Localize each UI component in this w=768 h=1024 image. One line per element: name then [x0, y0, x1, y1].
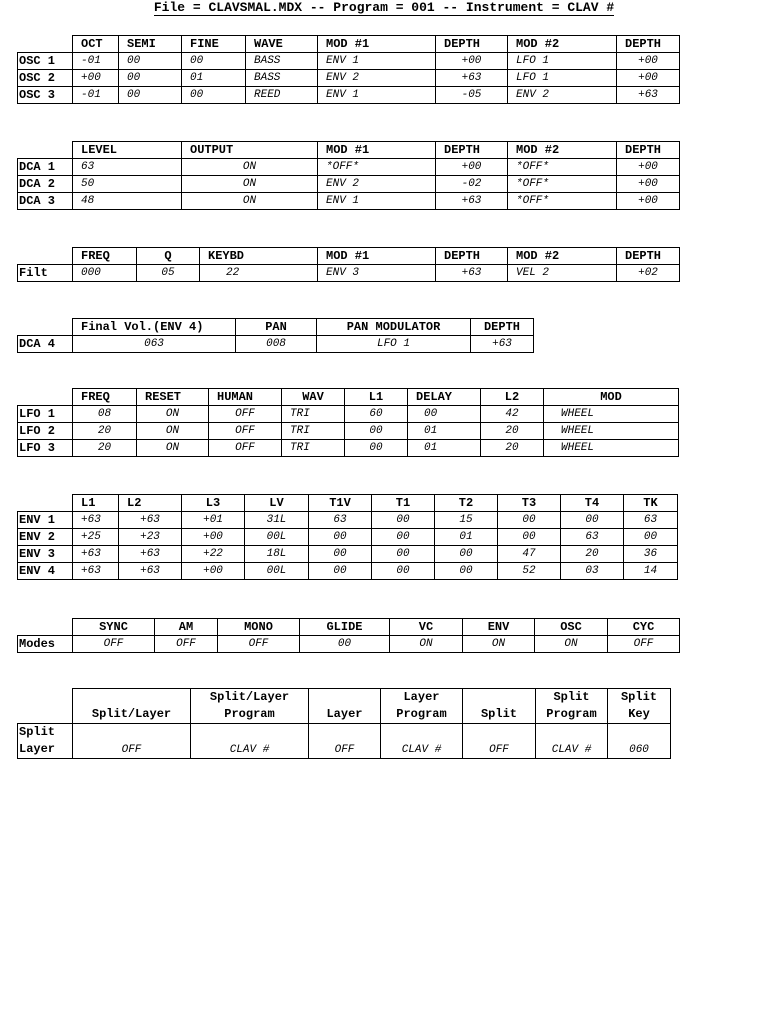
col-header: PAN	[236, 319, 317, 336]
mode-vc: ON	[390, 636, 463, 653]
osc2-semi: 00	[119, 70, 182, 87]
page-title: File = CLAVSMAL.MDX -- Program = 001 -- Instrument = CLAV #	[153, 0, 615, 15]
mode-osc: ON	[535, 636, 608, 653]
col-header: FREQ	[73, 248, 137, 265]
col-header: DEPTH	[436, 248, 508, 265]
env-value: +63	[119, 512, 182, 529]
dca3-mod2: *OFF*	[508, 193, 617, 210]
osc1-fine: 00	[182, 53, 246, 70]
lfo3-delay: 01	[408, 440, 481, 457]
col-header: ENV	[463, 619, 535, 636]
lfo-table	[17, 388, 679, 457]
col-header: SEMI	[119, 36, 182, 53]
lfo2-wav: TRI	[282, 423, 345, 440]
dca2-depth1: -02	[436, 176, 508, 193]
dca1-depth1: +00	[436, 159, 508, 176]
osc1-semi: 00	[119, 53, 182, 70]
col-header: WAV	[282, 389, 345, 406]
lfo3-reset: ON	[137, 440, 209, 457]
row-label: OSC 1	[18, 53, 73, 70]
table-row	[18, 636, 680, 653]
col-header: VC	[390, 619, 463, 636]
dca1-mod1: *OFF*	[318, 159, 436, 176]
col-header: MOD #2	[508, 142, 617, 159]
table-row	[18, 176, 680, 193]
env-value: +01	[182, 512, 245, 529]
env-value: 00	[372, 529, 435, 546]
row-label: ENV 4	[18, 563, 73, 580]
osc3-depth1: -05	[436, 87, 508, 104]
row-label: DCA 2	[18, 176, 73, 193]
lfo1-delay: 00	[408, 406, 481, 423]
table-row	[18, 529, 678, 546]
env-value: +63	[73, 546, 119, 563]
col-header: T3	[498, 495, 561, 512]
osc3-mod2: ENV 2	[508, 87, 617, 104]
env-value: 00	[309, 546, 372, 563]
osc3-fine: 00	[182, 87, 246, 104]
col-header: DEPTH	[617, 248, 680, 265]
col-header: Split Program	[536, 689, 608, 724]
col-header: OUTPUT	[182, 142, 318, 159]
mode-env: ON	[463, 636, 535, 653]
lfo2-l2: 20	[481, 423, 544, 440]
col-header: KEYBD	[200, 248, 318, 265]
env-value: 00	[372, 546, 435, 563]
env-value: 15	[435, 512, 498, 529]
col-header: Split/Layer	[73, 689, 191, 724]
dca4-final-vol: 063	[73, 336, 236, 353]
split-header-row	[18, 689, 671, 724]
osc1-oct: -01	[73, 53, 119, 70]
env-value: 00	[435, 546, 498, 563]
filt-mod2: VEL 2	[508, 265, 617, 282]
env-value: 36	[624, 546, 678, 563]
osc2-fine: 01	[182, 70, 246, 87]
col-header: L2	[481, 389, 544, 406]
mode-am: OFF	[155, 636, 218, 653]
env-value: 03	[561, 563, 624, 580]
lfo1-l2: 42	[481, 406, 544, 423]
col-header: T1	[372, 495, 435, 512]
osc3-depth2: +63	[617, 87, 680, 104]
col-header: MOD #1	[318, 36, 436, 53]
lfo3-freq: 20	[73, 440, 137, 457]
dca1-output: ON	[182, 159, 318, 176]
dca4-pan: 008	[236, 336, 317, 353]
osc1-depth2: +00	[617, 53, 680, 70]
col-header: Split	[463, 689, 536, 724]
col-header: DELAY	[408, 389, 481, 406]
lfo1-reset: ON	[137, 406, 209, 423]
col-header: FREQ	[73, 389, 137, 406]
row-label: DCA 4	[18, 336, 73, 353]
dca-table	[17, 141, 680, 210]
col-header: HUMAN	[209, 389, 282, 406]
col-header: PAN MODULATOR	[317, 319, 471, 336]
osc1-mod1: ENV 1	[318, 53, 436, 70]
filt-header-row	[18, 248, 680, 265]
col-header: DEPTH	[471, 319, 534, 336]
env-value: +63	[119, 546, 182, 563]
dca1-level: 63	[73, 159, 182, 176]
env-value: 00	[372, 512, 435, 529]
env-value: +23	[119, 529, 182, 546]
table-row	[18, 87, 680, 104]
row-label: OSC 2	[18, 70, 73, 87]
row-label: LFO 2	[18, 423, 73, 440]
lfo3-human: OFF	[209, 440, 282, 457]
split-layer-value: OFF	[73, 724, 191, 759]
col-header: L1	[345, 389, 408, 406]
table-row	[18, 70, 680, 87]
osc1-depth1: +00	[436, 53, 508, 70]
col-header: Layer Program	[381, 689, 463, 724]
split-program: CLAV #	[536, 724, 608, 759]
col-header: MOD #2	[508, 248, 617, 265]
table-row	[18, 193, 680, 210]
env-value: +25	[73, 529, 119, 546]
env-value: 00L	[245, 529, 309, 546]
lfo2-reset: ON	[137, 423, 209, 440]
col-header: OSC	[535, 619, 608, 636]
dca3-output: ON	[182, 193, 318, 210]
col-header: FINE	[182, 36, 246, 53]
env-table	[17, 494, 678, 580]
col-header: MONO	[218, 619, 300, 636]
col-header: LEVEL	[73, 142, 182, 159]
env-header-row	[18, 495, 678, 512]
col-header: SYNC	[73, 619, 155, 636]
col-header: TK	[624, 495, 678, 512]
env-value: 63	[561, 529, 624, 546]
mode-sync: OFF	[73, 636, 155, 653]
table-row	[18, 406, 679, 423]
osc2-depth1: +63	[436, 70, 508, 87]
modes-header-row	[18, 619, 680, 636]
dca3-mod1: ENV 1	[318, 193, 436, 210]
col-header: WAVE	[246, 36, 318, 53]
filt-q: 05	[137, 265, 200, 282]
lfo2-human: OFF	[209, 423, 282, 440]
col-header: Final Vol.(ENV 4)	[73, 319, 236, 336]
col-header: T1V	[309, 495, 372, 512]
split-key: 060	[608, 724, 671, 759]
env-value: 00L	[245, 563, 309, 580]
env-value: +63	[73, 512, 119, 529]
row-label: Filt	[18, 265, 73, 282]
env-value: +63	[119, 563, 182, 580]
osc3-semi: 00	[119, 87, 182, 104]
dca2-mod2: *OFF*	[508, 176, 617, 193]
lfo1-mod: WHEEL	[544, 406, 679, 423]
dca1-depth2: +00	[617, 159, 680, 176]
env-value: 00	[435, 563, 498, 580]
col-header: MOD #2	[508, 36, 617, 53]
osc2-wave: BASS	[246, 70, 318, 87]
col-header: L3	[182, 495, 245, 512]
col-header: DEPTH	[436, 36, 508, 53]
env-value: 31L	[245, 512, 309, 529]
osc3-mod1: ENV 1	[318, 87, 436, 104]
row-label: ENV 2	[18, 529, 73, 546]
col-header: DEPTH	[617, 36, 680, 53]
row-label: ENV 1	[18, 512, 73, 529]
row-label: Split Layer	[18, 724, 73, 759]
lfo1-human: OFF	[209, 406, 282, 423]
mode-cyc: OFF	[608, 636, 680, 653]
col-header: L1	[73, 495, 119, 512]
dca4-pan-modulator: LFO 1	[317, 336, 471, 353]
table-row	[18, 159, 680, 176]
dca1-mod2: *OFF*	[508, 159, 617, 176]
split-layer-program: CLAV #	[191, 724, 309, 759]
col-header: MOD #1	[318, 248, 436, 265]
dca-header-row	[18, 142, 680, 159]
row-label: ENV 3	[18, 546, 73, 563]
env-value: 00	[498, 529, 561, 546]
lfo1-l1: 60	[345, 406, 408, 423]
filt-keybd: 22	[200, 265, 318, 282]
dca4-header-row	[18, 319, 534, 336]
col-header: T4	[561, 495, 624, 512]
mode-mono: OFF	[218, 636, 300, 653]
lfo-header-row	[18, 389, 679, 406]
osc2-mod1: ENV 2	[318, 70, 436, 87]
table-row	[18, 440, 679, 457]
env-value: 18L	[245, 546, 309, 563]
lfo3-wav: TRI	[282, 440, 345, 457]
env-value: 00	[309, 563, 372, 580]
table-row	[18, 563, 678, 580]
env-value: 00	[498, 512, 561, 529]
lfo1-wav: TRI	[282, 406, 345, 423]
env-value: +22	[182, 546, 245, 563]
filter-table	[17, 247, 680, 282]
table-row	[18, 53, 680, 70]
env-value: 52	[498, 563, 561, 580]
env-value: +63	[73, 563, 119, 580]
col-header: LV	[245, 495, 309, 512]
col-header: CYC	[608, 619, 680, 636]
filt-mod1: ENV 3	[318, 265, 436, 282]
lfo2-freq: 20	[73, 423, 137, 440]
osc-table	[17, 35, 680, 104]
dca3-depth1: +63	[436, 193, 508, 210]
lfo3-mod: WHEEL	[544, 440, 679, 457]
osc2-oct: +00	[73, 70, 119, 87]
table-row	[18, 546, 678, 563]
env-value: 14	[624, 563, 678, 580]
osc2-depth2: +00	[617, 70, 680, 87]
osc2-mod2: LFO 1	[508, 70, 617, 87]
col-header: AM	[155, 619, 218, 636]
col-header: GLIDE	[300, 619, 390, 636]
split-layer-table	[17, 688, 671, 759]
dca4-depth: +63	[471, 336, 534, 353]
env-value: 00	[372, 563, 435, 580]
row-label: LFO 1	[18, 406, 73, 423]
dca2-mod1: ENV 2	[318, 176, 436, 193]
env-value: +00	[182, 529, 245, 546]
row-label: OSC 3	[18, 87, 73, 104]
env-value: 00	[561, 512, 624, 529]
osc1-wave: BASS	[246, 53, 318, 70]
table-row	[18, 336, 534, 353]
col-header: L2	[119, 495, 182, 512]
dca2-depth2: +00	[617, 176, 680, 193]
lfo3-l2: 20	[481, 440, 544, 457]
osc1-mod2: LFO 1	[508, 53, 617, 70]
table-row	[18, 423, 679, 440]
table-row	[18, 512, 678, 529]
env-value: 63	[309, 512, 372, 529]
filt-depth1: +63	[436, 265, 508, 282]
dca2-output: ON	[182, 176, 318, 193]
col-header: OCT	[73, 36, 119, 53]
col-header: Q	[137, 248, 200, 265]
col-header: DEPTH	[436, 142, 508, 159]
mode-glide: 00	[300, 636, 390, 653]
layer-value: OFF	[309, 724, 381, 759]
row-label: DCA 1	[18, 159, 73, 176]
col-header: DEPTH	[617, 142, 680, 159]
lfo1-freq: 08	[73, 406, 137, 423]
dca3-level: 48	[73, 193, 182, 210]
col-header: Layer	[309, 689, 381, 724]
lfo2-l1: 00	[345, 423, 408, 440]
env-value: 01	[435, 529, 498, 546]
table-row	[18, 265, 680, 282]
env-value: +00	[182, 563, 245, 580]
layer-program: CLAV #	[381, 724, 463, 759]
row-label: DCA 3	[18, 193, 73, 210]
osc3-oct: -01	[73, 87, 119, 104]
filt-freq: 000	[73, 265, 137, 282]
env-value: 00	[309, 529, 372, 546]
env-value: 63	[624, 512, 678, 529]
col-header: T2	[435, 495, 498, 512]
filt-depth2: +02	[617, 265, 680, 282]
table-row	[18, 724, 671, 759]
osc-header-row	[18, 36, 680, 53]
col-header: Split Key	[608, 689, 671, 724]
row-label: LFO 3	[18, 440, 73, 457]
modes-table	[17, 618, 680, 653]
row-label: Modes	[18, 636, 73, 653]
col-header: Split/Layer Program	[191, 689, 309, 724]
env-value: 00	[624, 529, 678, 546]
lfo3-l1: 00	[345, 440, 408, 457]
col-header: RESET	[137, 389, 209, 406]
env-value: 20	[561, 546, 624, 563]
lfo2-delay: 01	[408, 423, 481, 440]
col-header: MOD #1	[318, 142, 436, 159]
dca2-level: 50	[73, 176, 182, 193]
lfo2-mod: WHEEL	[544, 423, 679, 440]
col-header: MOD	[544, 389, 679, 406]
osc3-wave: REED	[246, 87, 318, 104]
env-value: 47	[498, 546, 561, 563]
dca4-table	[17, 318, 534, 353]
split-value: OFF	[463, 724, 536, 759]
dca3-depth2: +00	[617, 193, 680, 210]
